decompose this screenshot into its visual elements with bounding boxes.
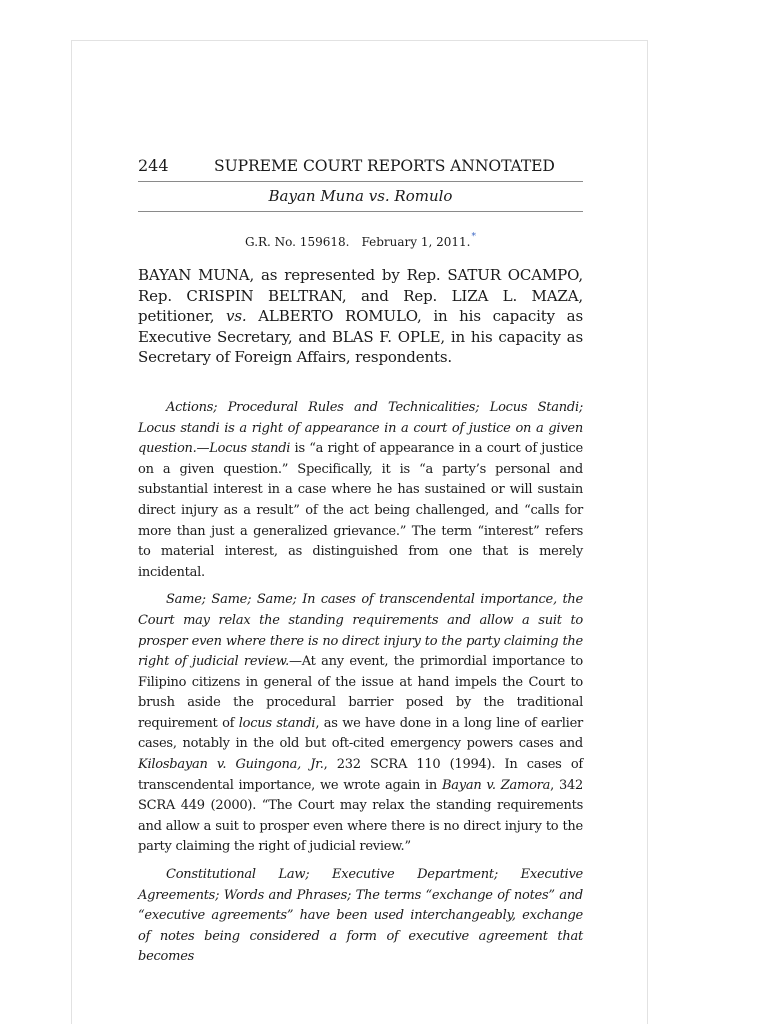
syllabus-paragraph-1 — [138, 398, 583, 583]
case-citation: Kilosbayan v. Guingona, Jr. — [138, 757, 324, 773]
parties-caption — [138, 265, 583, 368]
headnote-keywords: Actions; Procedural Rules and Technicalities; Locus Standi; Locus standi is a right of appearance in a court of justice on a given question. — [138, 399, 583, 457]
document-page — [71, 40, 648, 1024]
case-short-title: Bayan Muna vs. Romulo — [138, 182, 583, 212]
case-citation: Bayan v. Zamora — [441, 777, 551, 793]
syllabus-paragraph-3 — [138, 865, 583, 968]
paragraph-text: , 232 SCRA 110 (1994). In cases of transcendental importance, we wrote again in — [138, 757, 583, 793]
versus: vs. — [226, 307, 247, 326]
headnote-keywords: Same; Same; Same; In cases of transcendental importance, the Court may relax the standing requirements and allow a suit to prosper even where there is no direct injury to the party claiming the right of judicial review. — [138, 592, 583, 670]
page-number: 244 — [138, 156, 169, 175]
running-head — [138, 154, 583, 182]
syllabus-paragraph-2 — [138, 590, 583, 858]
term-locus-standi: locus standi — [238, 715, 316, 731]
gr-line — [138, 228, 583, 251]
gr-number: G.R. No. 159618. — [245, 235, 350, 249]
syllabus — [138, 398, 583, 968]
dash: — — [196, 441, 210, 457]
paragraph-text: , 342 SCRA 449 (2000). “The Court may relax the standing requirements and allow a suit to prosper even where there is no direct injury to the party claiming the right of judicial review.” — [138, 777, 584, 855]
paragraph-text: —At any event, the primordial importance to Filipino citizens in general of the issue at hand impels the Court to brush aside the procedural barrier posed by the traditional requirement of — [138, 654, 583, 731]
petitioners: BAYAN MUNA, as represented by Rep. SATUR OCAMPO, Rep. CRISPIN BELTRAN, and Rep. LIZA L. MAZA, petitioner, — [138, 266, 583, 326]
headnote-keywords: Constitutional Law; Executive Department; Executive Agreements; Words and Phrases; The terms “exchange of notes” and “executive agreements” have been used interchangeably, exchange of notes being considered a form of executive agreement that becomes — [138, 867, 583, 965]
respondents: ALBERTO ROMULO, in his capacity as Executive Secretary, and BLAS F. OPLE, in his capacity as Secretary of Foreign Affairs, respondents. — [138, 307, 583, 367]
term-locus-standi: Locus standi — [209, 441, 291, 457]
paragraph-text: , as we have done in a long line of earlier cases, notably in the old but oft-cited emergency powers cases and — [138, 715, 583, 752]
decision-date: February 1, 2011. — [361, 235, 471, 249]
page-content — [138, 154, 583, 975]
footnote-link[interactable]: * — [471, 232, 476, 242]
reporter-title: SUPREME COURT REPORTS ANNOTATED — [214, 157, 555, 175]
paragraph-text: is “a right of appearance in a court of justice on a given question.” Specifically, it is “a party’s personal and substantial interest in a case where he has sustained or will sustain direct injury as a result” of the act being challenged, and “calls for more than just a generalized grievance.” The term “interest” refers to material interest, as distinguished from one that is merely incidental. — [138, 441, 583, 580]
